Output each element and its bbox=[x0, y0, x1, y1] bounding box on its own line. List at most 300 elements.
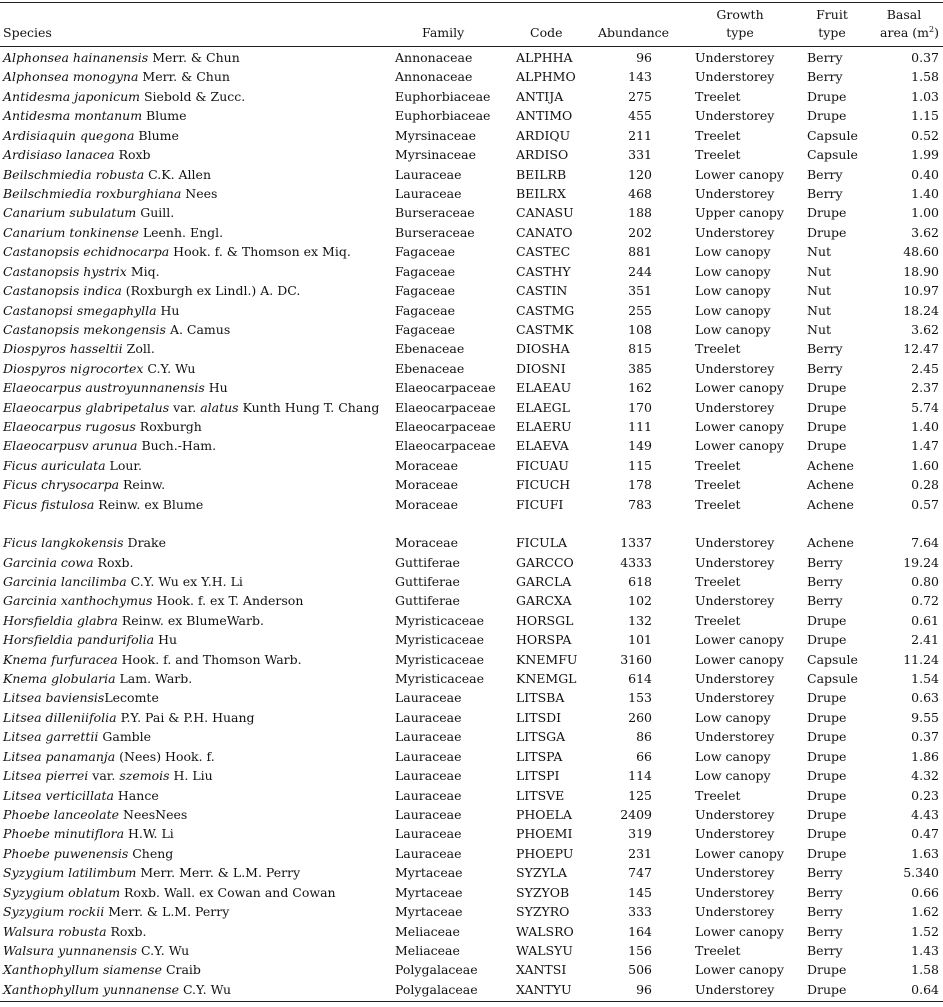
abundance-cell: 351 bbox=[628, 283, 652, 298]
basal-area-cell: 1.54 bbox=[911, 671, 939, 686]
species-cell bbox=[3, 960, 201, 979]
table-row bbox=[0, 980, 943, 999]
fruit-type-cell: Drupe bbox=[807, 845, 847, 861]
growth-type-cell: Treelet bbox=[695, 496, 741, 512]
growth-type-cell: Low canopy bbox=[695, 321, 771, 337]
growth-type-cell: Lower canopy bbox=[695, 166, 784, 182]
growth-type-cell: Lower canopy bbox=[695, 845, 784, 861]
species-authority: Buch.-Ham. bbox=[137, 438, 217, 454]
species-cell bbox=[3, 67, 230, 86]
species-authority: Blume bbox=[134, 127, 179, 143]
species-name: Litsea dilleniifolia bbox=[3, 709, 117, 725]
species-authority: Drake bbox=[123, 535, 166, 551]
header-fruit-line1: Fruit bbox=[816, 7, 848, 22]
growth-type-cell: Treelet bbox=[695, 127, 741, 143]
basal-area-cell: 1.62 bbox=[911, 904, 939, 920]
code-cell: DIOSHA bbox=[516, 341, 570, 357]
family-cell: Myristicaceae bbox=[395, 671, 484, 686]
species-name: Canarium subulatum bbox=[3, 205, 137, 221]
species-authority: Roxb bbox=[114, 147, 151, 163]
species-authority: Kunth Hung T. Chang bbox=[238, 399, 380, 415]
basal-area-cell: 1.43 bbox=[911, 942, 939, 958]
basal-area-cell: 1.00 bbox=[911, 205, 939, 221]
abundance-cell: 153 bbox=[628, 690, 652, 706]
basal-area-cell: 5.340 bbox=[903, 865, 939, 881]
species-cell bbox=[3, 301, 180, 320]
species-authority: Lam. Warb. bbox=[115, 671, 193, 686]
basal-area-cell: 0.72 bbox=[911, 593, 939, 609]
basal-area-cell: 2.45 bbox=[911, 360, 939, 376]
fruit-type-cell: Drupe bbox=[807, 419, 847, 434]
species-authority: Zoll. bbox=[122, 341, 155, 357]
table-row bbox=[0, 320, 943, 339]
fruit-type-cell: Nut bbox=[807, 302, 832, 318]
family-cell: Meliaceae bbox=[395, 923, 460, 939]
species-authority: Hook. f. & Thomson ex Miq. bbox=[169, 244, 351, 260]
growth-type-cell: Low canopy bbox=[695, 244, 771, 260]
header-bottom-rule bbox=[0, 46, 943, 47]
fruit-type-cell: Drupe bbox=[807, 807, 847, 822]
growth-type-cell: Understorey bbox=[695, 884, 775, 900]
table-row bbox=[0, 824, 943, 843]
table-row bbox=[0, 708, 943, 727]
family-cell: Myristicaceae bbox=[395, 632, 484, 648]
fruit-type-cell: Drupe bbox=[807, 224, 847, 240]
species-name: Xanthophyllum siamense bbox=[3, 962, 162, 978]
code-cell: CANATO bbox=[516, 224, 573, 240]
growth-type-cell: Treelet bbox=[695, 147, 741, 163]
basal-area-cell: 0.63 bbox=[911, 690, 939, 706]
species-cell bbox=[3, 766, 213, 785]
growth-type-cell: Lower canopy bbox=[695, 380, 784, 396]
basal-area-cell: 2.41 bbox=[911, 632, 939, 648]
fruit-type-cell: Drupe bbox=[807, 438, 847, 454]
family-cell: Fagaceae bbox=[395, 283, 455, 298]
code-cell: HORSGL bbox=[516, 612, 574, 628]
family-cell: Lauraceae bbox=[395, 690, 462, 706]
abundance-cell: 170 bbox=[628, 399, 652, 415]
growth-type-cell: Treelet bbox=[695, 787, 741, 803]
species-name: Phoebe puwenensis bbox=[3, 845, 129, 861]
basal-area-cell: 1.60 bbox=[911, 457, 939, 473]
table-top-rule bbox=[0, 2, 943, 3]
code-cell: ELAERU bbox=[516, 419, 572, 434]
species-cell bbox=[3, 223, 223, 242]
species-authority: Hook. f. ex T. Anderson bbox=[152, 593, 304, 609]
table-row bbox=[0, 650, 943, 669]
species-cell bbox=[3, 48, 240, 67]
table-row bbox=[0, 902, 943, 921]
table-row bbox=[0, 281, 943, 300]
family-cell: Lauraceae bbox=[395, 185, 462, 201]
basal-area-cell: 48.60 bbox=[903, 244, 939, 260]
fruit-type-cell: Capsule bbox=[807, 671, 858, 686]
basal-area-cell: 9.55 bbox=[911, 709, 939, 725]
table-row bbox=[0, 883, 943, 902]
species-cell bbox=[3, 398, 379, 417]
table-row bbox=[0, 495, 943, 514]
basal-area-cell: 0.57 bbox=[911, 496, 939, 512]
species-cell bbox=[3, 262, 160, 281]
code-cell: KNEMFU bbox=[516, 651, 578, 667]
abundance-cell: 618 bbox=[628, 573, 652, 589]
species-authority: Roxb. bbox=[106, 923, 147, 939]
family-cell: Annonaceae bbox=[395, 69, 473, 85]
species-cell bbox=[3, 320, 230, 339]
basal-area-cell: 1.58 bbox=[911, 962, 939, 978]
table-row bbox=[0, 747, 943, 766]
growth-type-cell: Lower canopy bbox=[695, 923, 784, 939]
table-row bbox=[0, 359, 943, 378]
fruit-type-cell: Drupe bbox=[807, 380, 847, 396]
family-cell: Myrsinaceae bbox=[395, 147, 476, 163]
family-cell: Moraceae bbox=[395, 535, 459, 551]
family-cell: Guttiferae bbox=[395, 573, 460, 589]
species-name: Syzygium latilimbum bbox=[3, 865, 137, 881]
species-authority: Hance bbox=[113, 787, 159, 803]
species-name: Castanopsis mekongensis bbox=[3, 321, 166, 337]
table-row bbox=[0, 339, 943, 358]
species-authority: Hu bbox=[154, 632, 178, 648]
code-cell: LITSBA bbox=[516, 690, 565, 706]
family-cell: Elaeocarpaceae bbox=[395, 380, 496, 396]
abundance-cell: 747 bbox=[628, 865, 652, 881]
growth-type-cell: Low canopy bbox=[695, 748, 771, 764]
species-authority: Leenh. Engl. bbox=[138, 224, 224, 240]
fruit-type-cell: Nut bbox=[807, 263, 832, 279]
growth-type-cell: Understorey bbox=[695, 690, 775, 706]
species-cell bbox=[3, 922, 146, 941]
basal-area-cell: 0.61 bbox=[911, 612, 939, 628]
species-cell bbox=[3, 378, 228, 397]
basal-area-cell: 0.64 bbox=[911, 981, 939, 997]
fruit-type-cell: Achene bbox=[807, 477, 854, 493]
family-cell: Guttiferae bbox=[395, 593, 460, 609]
family-cell: Annonaceae bbox=[395, 50, 473, 65]
species-authority: C.K. Allen bbox=[144, 166, 211, 182]
family-cell: Ebenaceae bbox=[395, 360, 465, 376]
code-cell: CASTIN bbox=[516, 283, 568, 298]
table-row bbox=[0, 184, 943, 203]
fruit-type-cell: Berry bbox=[807, 593, 843, 609]
species-name: Antidesma japonicum bbox=[3, 88, 140, 104]
species-cell bbox=[3, 339, 155, 358]
species-name: Garcinia cowa bbox=[3, 554, 94, 570]
growth-type-cell: Treelet bbox=[695, 573, 741, 589]
fruit-type-cell: Berry bbox=[807, 360, 843, 376]
species-cell bbox=[3, 165, 211, 184]
table-row bbox=[0, 436, 943, 455]
table-row bbox=[0, 223, 943, 242]
species-cell bbox=[3, 126, 179, 145]
abundance-cell: 188 bbox=[628, 205, 652, 221]
abundance-cell: 881 bbox=[628, 244, 652, 260]
basal-area-cell: 0.47 bbox=[911, 826, 939, 842]
family-cell: Fagaceae bbox=[395, 263, 455, 279]
basal-area-cell: 0.80 bbox=[911, 573, 939, 589]
fruit-type-cell: Achene bbox=[807, 496, 854, 512]
species-cell bbox=[3, 591, 303, 610]
species-cell bbox=[3, 630, 177, 649]
species-name: alatus bbox=[200, 399, 239, 415]
basal-area-cell: 4.32 bbox=[911, 768, 939, 784]
species-authority: var. bbox=[169, 399, 201, 415]
family-cell: Lauraceae bbox=[395, 845, 462, 861]
species-cell bbox=[3, 572, 243, 591]
species-name: Elaeocarpus austroyunnanensis bbox=[3, 380, 205, 396]
fruit-type-cell: Berry bbox=[807, 554, 843, 570]
fruit-type-cell: Drupe bbox=[807, 981, 847, 997]
code-cell: CASTMG bbox=[516, 302, 575, 318]
basal-area-cell: 4.43 bbox=[911, 807, 939, 822]
species-name: Ficus langkokensis bbox=[3, 535, 124, 551]
growth-type-cell: Lower canopy bbox=[695, 651, 784, 667]
table-row bbox=[0, 766, 943, 785]
family-cell: Polygalaceae bbox=[395, 981, 478, 997]
family-cell: Guttiferae bbox=[395, 554, 460, 570]
basal-area-cell: 1.86 bbox=[911, 748, 939, 764]
basal-area-cell: 0.28 bbox=[911, 477, 939, 493]
family-cell: Lauraceae bbox=[395, 166, 462, 182]
fruit-type-cell: Berry bbox=[807, 884, 843, 900]
header-code: Code bbox=[530, 25, 563, 40]
species-authority: Siebold & Zucc. bbox=[140, 88, 246, 104]
species-authority: P.Y. Pai & P.H. Huang bbox=[116, 709, 255, 725]
table-row bbox=[0, 922, 943, 941]
species-cell bbox=[3, 475, 165, 494]
species-cell bbox=[3, 359, 195, 378]
species-name: Castanopsis indica bbox=[3, 283, 122, 298]
abundance-cell: 255 bbox=[628, 302, 652, 318]
header-abundance: Abundance bbox=[598, 25, 670, 40]
abundance-cell: 319 bbox=[628, 826, 652, 842]
fruit-type-cell: Nut bbox=[807, 321, 832, 337]
species-cell bbox=[3, 688, 159, 707]
abundance-cell: 333 bbox=[628, 904, 652, 920]
family-cell: Fagaceae bbox=[395, 321, 455, 337]
basal-area-cell: 0.52 bbox=[911, 127, 939, 143]
species-cell bbox=[3, 708, 255, 727]
family-cell: Elaeocarpaceae bbox=[395, 419, 496, 434]
growth-type-cell: Understorey bbox=[695, 360, 775, 376]
family-cell: Burseraceae bbox=[395, 224, 475, 240]
code-cell: XANTYU bbox=[516, 981, 572, 997]
growth-type-cell: Understorey bbox=[695, 535, 775, 551]
basal-area-cell: 2.37 bbox=[911, 380, 939, 396]
species-name: Litsea pierrei bbox=[3, 768, 89, 784]
species-name: Elaeocarpus rugosus bbox=[3, 419, 136, 434]
table-row bbox=[0, 126, 943, 145]
fruit-type-cell: Capsule bbox=[807, 147, 858, 163]
species-cell bbox=[3, 844, 173, 863]
abundance-cell: 1337 bbox=[620, 535, 652, 551]
fruit-type-cell: Drupe bbox=[807, 768, 847, 784]
family-cell: Myrtaceae bbox=[395, 904, 463, 920]
family-cell: Lauraceae bbox=[395, 748, 462, 764]
growth-type-cell: Treelet bbox=[695, 457, 741, 473]
abundance-cell: 385 bbox=[628, 360, 652, 376]
family-cell: Ebenaceae bbox=[395, 341, 465, 357]
table-row bbox=[0, 863, 943, 882]
header-fruit-line2: type bbox=[818, 25, 846, 40]
species-cell bbox=[3, 242, 351, 261]
abundance-cell: 275 bbox=[628, 88, 652, 104]
abundance-cell: 149 bbox=[628, 438, 652, 454]
abundance-cell: 783 bbox=[628, 496, 652, 512]
code-cell: ALPHHA bbox=[516, 50, 573, 65]
family-cell: Moraceae bbox=[395, 477, 459, 493]
species-authority: Roxb. bbox=[93, 554, 134, 570]
growth-type-cell: Understorey bbox=[695, 224, 775, 240]
species-cell bbox=[3, 106, 187, 125]
growth-type-cell: Upper canopy bbox=[695, 205, 784, 221]
species-name: Garcinia xanthochymus bbox=[3, 593, 153, 609]
species-name: Ficus auriculata bbox=[3, 457, 106, 473]
species-name: Phoebe lanceolate bbox=[3, 807, 120, 822]
abundance-cell: 211 bbox=[628, 127, 652, 143]
abundance-cell: 115 bbox=[628, 457, 652, 473]
code-cell: CASTMK bbox=[516, 321, 574, 337]
fruit-type-cell: Drupe bbox=[807, 690, 847, 706]
species-name: Phoebe minutiflora bbox=[3, 826, 125, 842]
basal-area-cell: 0.37 bbox=[911, 729, 939, 745]
species-authority: Hook. f. and Thomson Warb. bbox=[117, 651, 302, 667]
header-species: Species bbox=[3, 25, 52, 40]
growth-type-cell: Treelet bbox=[695, 477, 741, 493]
table-row bbox=[0, 727, 943, 746]
abundance-cell: 455 bbox=[628, 108, 652, 124]
species-cell bbox=[3, 727, 151, 746]
basal-area-cell: 18.90 bbox=[903, 263, 939, 279]
code-cell: ELAEGL bbox=[516, 399, 570, 415]
species-cell bbox=[3, 650, 302, 669]
basal-area-cell: 3.62 bbox=[911, 321, 939, 337]
fruit-type-cell: Drupe bbox=[807, 399, 847, 415]
family-cell: Euphorbiaceae bbox=[395, 88, 491, 104]
species-name: Walsura yunnanensis bbox=[3, 942, 138, 958]
species-authority: Cheng bbox=[128, 845, 174, 861]
code-cell: HORSPA bbox=[516, 632, 572, 648]
species-authority: C.Y. Wu bbox=[137, 942, 190, 958]
species-cell bbox=[3, 786, 159, 805]
table-row bbox=[0, 145, 943, 164]
abundance-cell: 4333 bbox=[620, 554, 652, 570]
growth-type-cell: Understorey bbox=[695, 185, 775, 201]
code-cell: CASTEC bbox=[516, 244, 571, 260]
species-cell bbox=[3, 495, 203, 514]
species-cell bbox=[3, 941, 189, 960]
code-cell: SYZYRO bbox=[516, 904, 570, 920]
species-authority: Roxb. Wall. ex Cowan and Cowan bbox=[120, 884, 336, 900]
species-name: Ardisiaso lanacea bbox=[3, 147, 115, 163]
species-authority: Merr. & L.M. Perry bbox=[104, 904, 230, 920]
species-name: Elaeocarpus glabripetalus bbox=[3, 399, 170, 415]
basal-area-cell: 1.40 bbox=[911, 419, 939, 434]
species-cell bbox=[3, 533, 166, 552]
table-row bbox=[0, 611, 943, 630]
growth-type-cell: Understorey bbox=[695, 108, 775, 124]
table-row bbox=[0, 87, 943, 106]
growth-type-cell: Lower canopy bbox=[695, 632, 784, 648]
family-cell: Fagaceae bbox=[395, 302, 455, 318]
table-row bbox=[0, 203, 943, 222]
species-name: Litsea panamanja bbox=[3, 748, 116, 764]
growth-type-cell: Low canopy bbox=[695, 263, 771, 279]
code-cell: DIOSNI bbox=[516, 360, 566, 376]
code-cell: WALSYU bbox=[516, 942, 573, 958]
growth-type-cell: Understorey bbox=[695, 399, 775, 415]
abundance-cell: 260 bbox=[628, 709, 652, 725]
basal-area-cell: 3.62 bbox=[911, 224, 939, 240]
growth-type-cell: Understorey bbox=[695, 865, 775, 881]
species-cell bbox=[3, 883, 336, 902]
table-row bbox=[0, 786, 943, 805]
family-cell: Lauraceae bbox=[395, 826, 462, 842]
growth-type-cell: Understorey bbox=[695, 826, 775, 842]
abundance-cell: 506 bbox=[628, 962, 652, 978]
basal-area-cell: 5.74 bbox=[911, 399, 939, 415]
species-name: Alphonsea hainanensis bbox=[3, 50, 149, 65]
fruit-type-cell: Berry bbox=[807, 185, 843, 201]
species-authority: Merr. & Chun bbox=[148, 50, 240, 65]
abundance-cell: 96 bbox=[636, 981, 652, 997]
species-name: Castanopsis hystrix bbox=[3, 263, 127, 279]
family-cell: Myrtaceae bbox=[395, 865, 463, 881]
code-cell: GARCLA bbox=[516, 573, 572, 589]
header-family: Family bbox=[422, 25, 465, 40]
species-cell bbox=[3, 611, 264, 630]
family-cell: Lauraceae bbox=[395, 709, 462, 725]
species-cell bbox=[3, 805, 187, 824]
table-row bbox=[0, 805, 943, 824]
basal-area-cell: 10.97 bbox=[903, 283, 939, 298]
growth-type-cell: Treelet bbox=[695, 341, 741, 357]
abundance-cell: 102 bbox=[628, 593, 652, 609]
code-cell: WALSRO bbox=[516, 923, 574, 939]
basal-area-cell: 1.58 bbox=[911, 69, 939, 85]
table-row bbox=[0, 475, 943, 494]
basal-area-cell: 19.24 bbox=[903, 554, 939, 570]
fruit-type-cell: Berry bbox=[807, 69, 843, 85]
fruit-type-cell: Nut bbox=[807, 283, 832, 298]
species-name: Ficus chrysocarpa bbox=[3, 477, 120, 493]
species-name: Litsea garrettii bbox=[3, 729, 99, 745]
species-name: Garcinia lancilimba bbox=[3, 573, 127, 589]
abundance-cell: 143 bbox=[628, 69, 652, 85]
growth-type-cell: Low canopy bbox=[695, 768, 771, 784]
table-row bbox=[0, 262, 943, 281]
fruit-type-cell: Berry bbox=[807, 166, 843, 182]
species-cell bbox=[3, 863, 300, 882]
species-cell bbox=[3, 824, 174, 843]
abundance-cell: 125 bbox=[628, 787, 652, 803]
code-cell: ANTIMO bbox=[516, 108, 573, 124]
code-cell: CANASU bbox=[516, 205, 574, 221]
growth-type-cell: Understorey bbox=[695, 904, 775, 920]
table-bottom-rule bbox=[0, 1001, 943, 1002]
species-name: Knema globularia bbox=[3, 671, 116, 686]
species-name: Syzygium rockii bbox=[3, 904, 105, 920]
code-cell: KNEMGL bbox=[516, 671, 577, 686]
species-authority: H. Liu bbox=[169, 768, 213, 784]
table-row bbox=[0, 106, 943, 125]
code-cell: FICULA bbox=[516, 535, 568, 551]
code-cell: LITSDI bbox=[516, 709, 562, 725]
table-row bbox=[0, 688, 943, 707]
species-authority: Blume bbox=[142, 108, 187, 124]
species-name: Horsfieldia glabra bbox=[3, 612, 118, 628]
species-cell bbox=[3, 980, 231, 999]
